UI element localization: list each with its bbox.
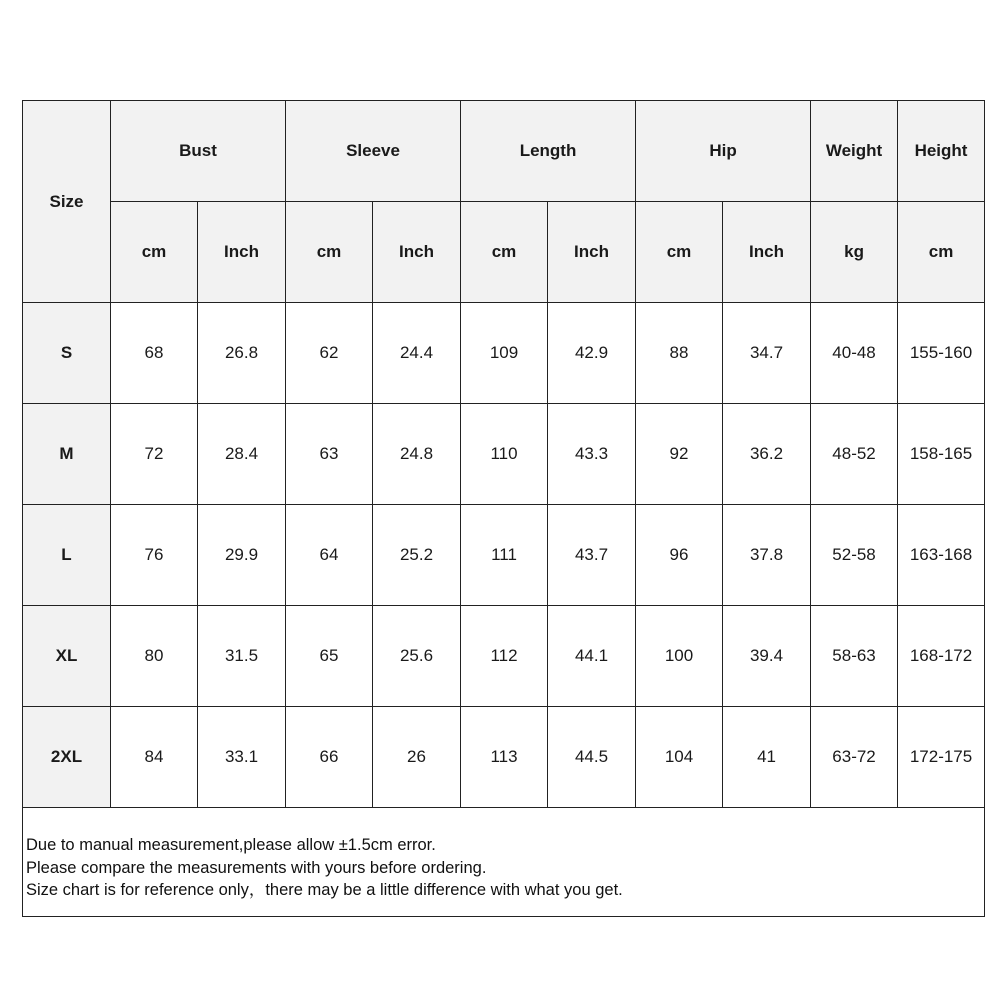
unit-header: Inch bbox=[373, 202, 461, 303]
table-cell: 66 bbox=[286, 707, 373, 808]
unit-header: Inch bbox=[198, 202, 286, 303]
size-chart bbox=[22, 100, 985, 917]
table-cell: 41 bbox=[723, 707, 811, 808]
group-header-length: Length bbox=[461, 101, 636, 202]
table-cell: 26.8 bbox=[198, 303, 286, 404]
table-cell: 44.1 bbox=[548, 606, 636, 707]
note-line: Please compare the measurements with yours before ordering. bbox=[26, 858, 487, 877]
table-cell: 26 bbox=[373, 707, 461, 808]
table-cell: 44.5 bbox=[548, 707, 636, 808]
table-cell: 68 bbox=[111, 303, 198, 404]
table-cell: 24.4 bbox=[373, 303, 461, 404]
group-header-height: Height bbox=[898, 101, 985, 202]
table-row bbox=[23, 707, 985, 808]
table-cell: 25.2 bbox=[373, 505, 461, 606]
table-cell: 63-72 bbox=[811, 707, 898, 808]
table-cell: 43.7 bbox=[548, 505, 636, 606]
table-cell: 72 bbox=[111, 404, 198, 505]
table-cell: 33.1 bbox=[198, 707, 286, 808]
table-cell: 42.9 bbox=[548, 303, 636, 404]
group-header-sleeve: Sleeve bbox=[286, 101, 461, 202]
measurement-notes bbox=[26, 816, 981, 902]
table-cell: 110 bbox=[461, 404, 548, 505]
unit-header-row bbox=[23, 202, 985, 303]
table-cell: 100 bbox=[636, 606, 723, 707]
table-cell: 64 bbox=[286, 505, 373, 606]
table-cell: 28.4 bbox=[198, 404, 286, 505]
table-cell: 84 bbox=[111, 707, 198, 808]
table-cell: 48-52 bbox=[811, 404, 898, 505]
unit-header: cm bbox=[286, 202, 373, 303]
table-cell: 80 bbox=[111, 606, 198, 707]
table-row bbox=[23, 505, 985, 606]
table-cell: 76 bbox=[111, 505, 198, 606]
unit-header: cm bbox=[111, 202, 198, 303]
size-header: Size bbox=[23, 101, 111, 303]
table-cell: 36.2 bbox=[723, 404, 811, 505]
group-header-bust: Bust bbox=[111, 101, 286, 202]
group-header-hip: Hip bbox=[636, 101, 811, 202]
table-cell: 88 bbox=[636, 303, 723, 404]
unit-header: Inch bbox=[548, 202, 636, 303]
table-cell: 65 bbox=[286, 606, 373, 707]
table-cell: 96 bbox=[636, 505, 723, 606]
table-cell: 172-175 bbox=[898, 707, 985, 808]
size-label: XL bbox=[23, 606, 111, 707]
table-cell: 40-48 bbox=[811, 303, 898, 404]
unit-header: cm bbox=[461, 202, 548, 303]
table-cell: 25.6 bbox=[373, 606, 461, 707]
group-header-row bbox=[23, 101, 985, 202]
unit-header: cm bbox=[636, 202, 723, 303]
table-cell: 168-172 bbox=[898, 606, 985, 707]
size-label: 2XL bbox=[23, 707, 111, 808]
table-cell: 34.7 bbox=[723, 303, 811, 404]
table-cell: 112 bbox=[461, 606, 548, 707]
size-label: M bbox=[23, 404, 111, 505]
table-cell: 39.4 bbox=[723, 606, 811, 707]
unit-header: kg bbox=[811, 202, 898, 303]
table-cell: 58-63 bbox=[811, 606, 898, 707]
size-rows bbox=[23, 303, 985, 808]
table-row bbox=[23, 404, 985, 505]
unit-header: Inch bbox=[723, 202, 811, 303]
table-cell: 43.3 bbox=[548, 404, 636, 505]
table-cell: 113 bbox=[461, 707, 548, 808]
note-line: Size chart is for reference only，there may be a little difference with what you get. bbox=[26, 881, 623, 899]
table-cell: 31.5 bbox=[198, 606, 286, 707]
table-cell: 37.8 bbox=[723, 505, 811, 606]
table-cell: 158-165 bbox=[898, 404, 985, 505]
table-cell: 92 bbox=[636, 404, 723, 505]
size-label: S bbox=[23, 303, 111, 404]
table-cell: 29.9 bbox=[198, 505, 286, 606]
table-cell: 52-58 bbox=[811, 505, 898, 606]
table-row bbox=[23, 303, 985, 404]
size-table bbox=[22, 100, 985, 808]
table-cell: 104 bbox=[636, 707, 723, 808]
unit-header: cm bbox=[898, 202, 985, 303]
size-label: L bbox=[23, 505, 111, 606]
table-cell: 111 bbox=[461, 505, 548, 606]
note-line: Due to manual measurement,please allow ±1.5cm error. bbox=[26, 836, 436, 854]
table-cell: 62 bbox=[286, 303, 373, 404]
table-cell: 24.8 bbox=[373, 404, 461, 505]
group-header-weight: Weight bbox=[811, 101, 898, 202]
table-cell: 109 bbox=[461, 303, 548, 404]
table-cell: 163-168 bbox=[898, 505, 985, 606]
table-cell: 63 bbox=[286, 404, 373, 505]
table-row bbox=[23, 606, 985, 707]
table-cell: 155-160 bbox=[898, 303, 985, 404]
